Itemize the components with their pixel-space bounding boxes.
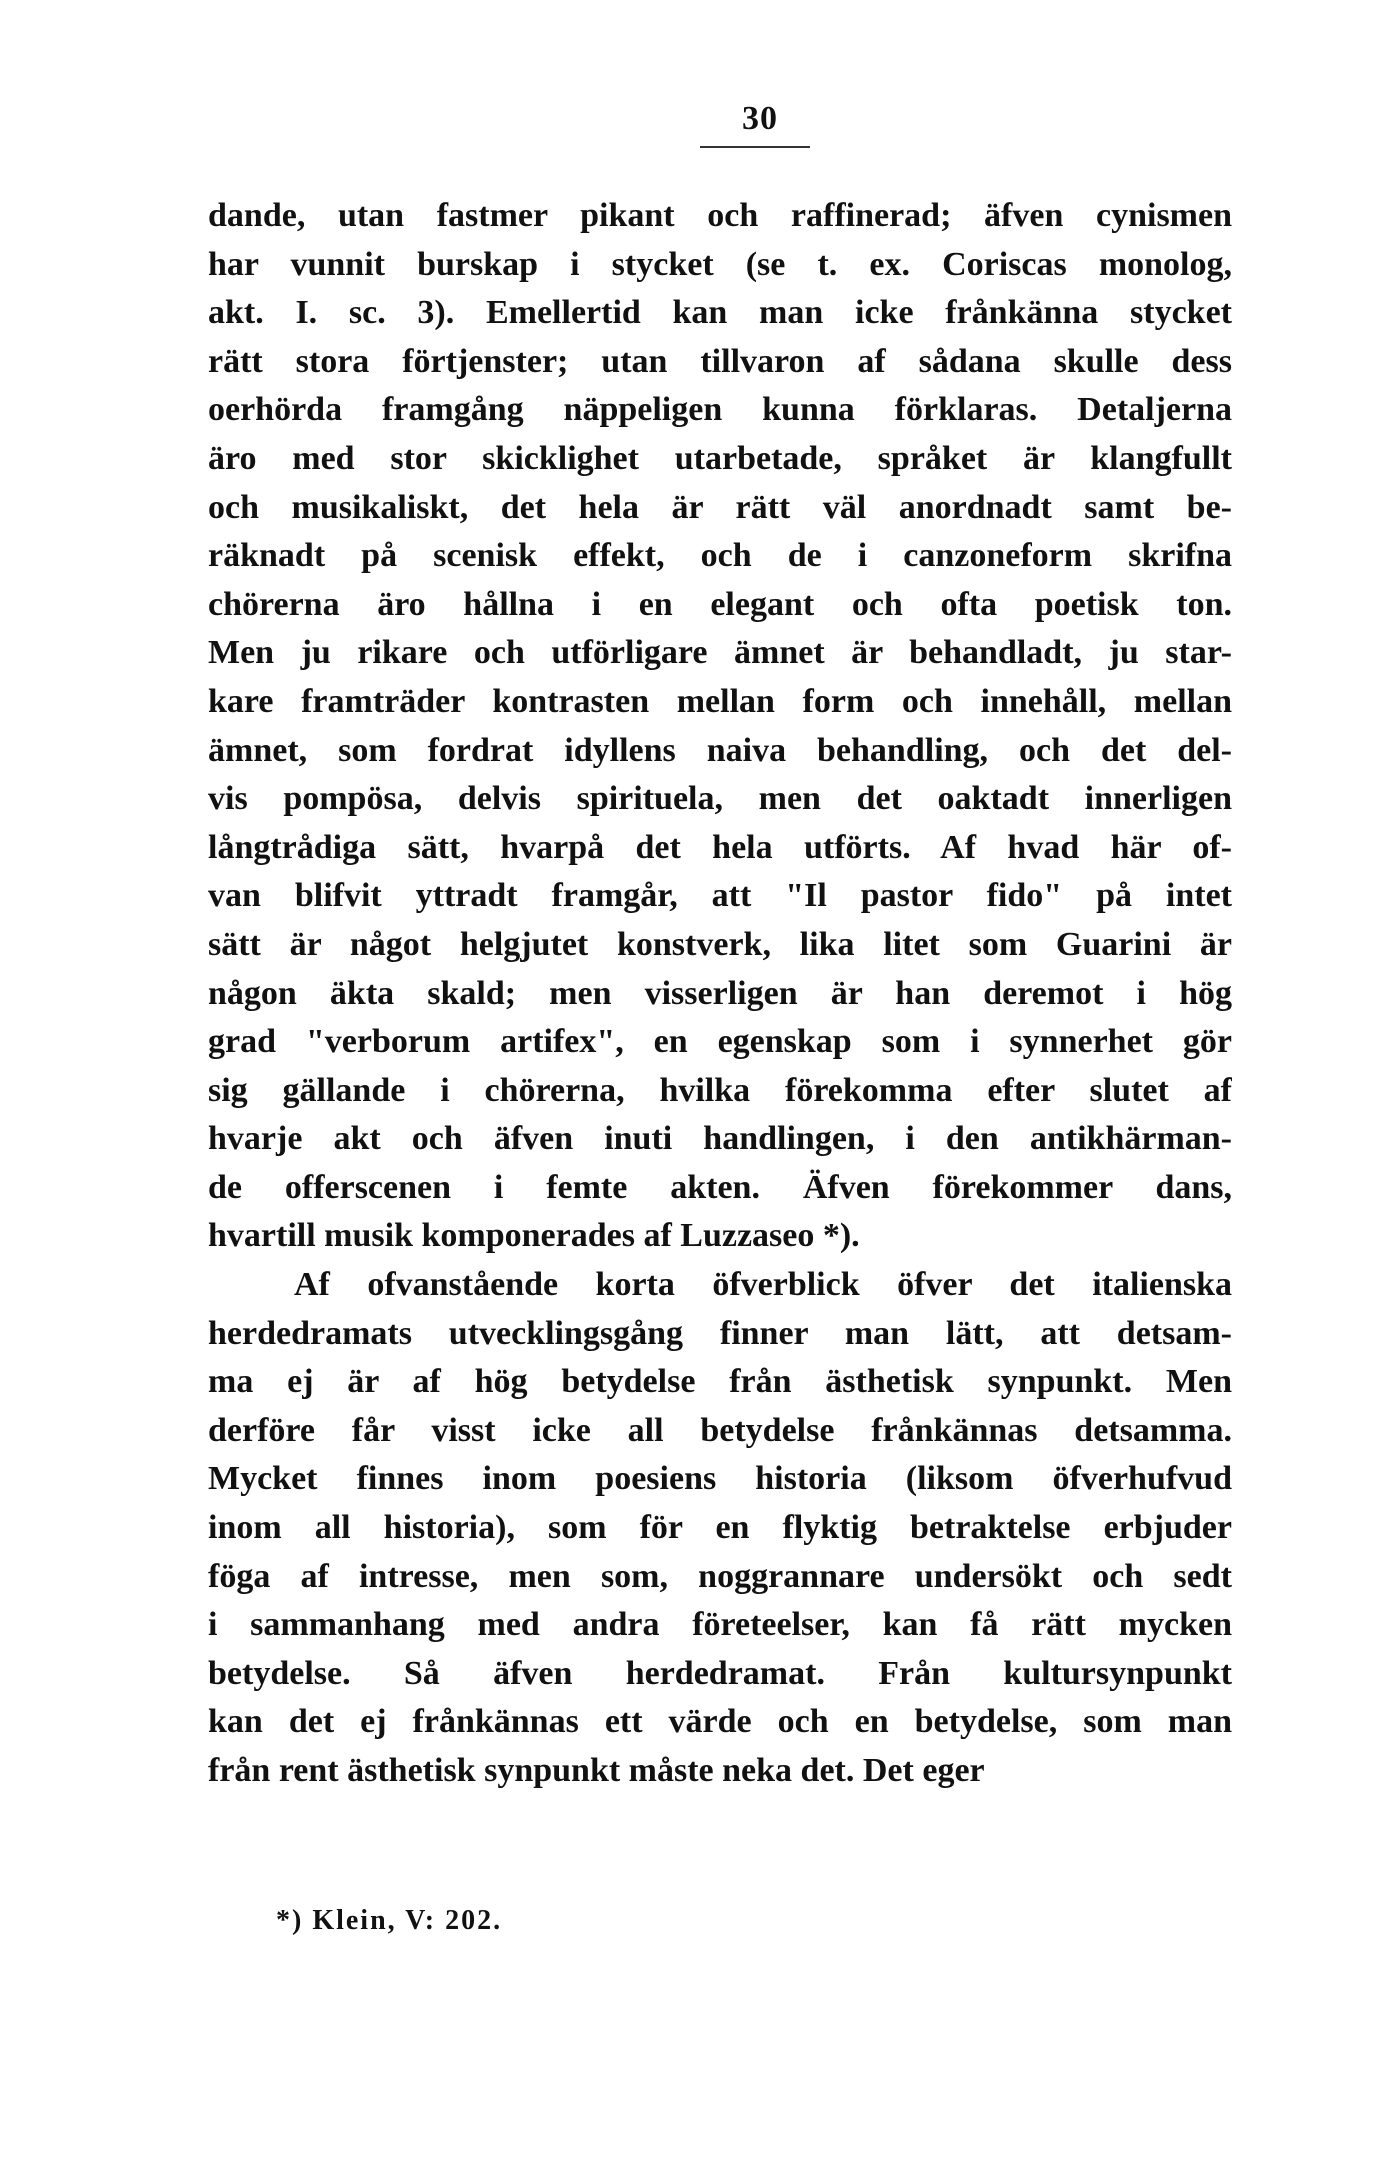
text-line: från rent ästhetisk synpunkt måste neka det. Det eger [208, 1752, 985, 1789]
text-line: sig gällande i chörerna, hvilka förekomma efter slutet af [208, 1071, 1232, 1109]
text-line: någon äkta skald; men visserligen är han deremot i hög [208, 974, 1232, 1012]
text-line: de offerscenen i femte akten. Äfven förekommer dans, [208, 1168, 1232, 1206]
text-line: har vunnit burskap i stycket (se t. ex. Coriscas monolog, [208, 245, 1232, 283]
text-line: oerhörda framgång näppeligen kunna förklaras. Detaljerna [208, 391, 1232, 429]
text-line: Men ju rikare och utförligare ämnet är behandladt, ju star- [208, 634, 1232, 672]
body-text [208, 192, 1232, 1796]
text-line: hvarje akt och äfven inuti handlingen, i den antikhärman- [208, 1120, 1232, 1158]
text-line: sätt är något helgjutet konstverk, lika litet som Guarini är [208, 925, 1232, 963]
text-line: och musikaliskt, det hela är rätt väl anordnadt samt be- [208, 488, 1232, 526]
text-line: äro med stor skicklighet utarbetade, språket är klangfullt [208, 439, 1232, 477]
text-line: chörerna äro hållna i en elegant och ofta poetisk ton. [208, 585, 1232, 623]
paragraph [208, 1261, 1232, 1796]
footnote: *) Klein, V: 202. [276, 1905, 503, 1936]
text-line: i sammanhang med andra företeelser, kan få rätt mycken [208, 1606, 1232, 1644]
text-line: ma ej är af hög betydelse från ästhetisk synpunkt. Men [208, 1363, 1232, 1401]
text-line: långtrådiga sätt, hvarpå det hela utförts. Af hvad här of- [208, 828, 1232, 866]
text-line: föga af intresse, men som, noggrannare undersökt och sedt [208, 1557, 1232, 1595]
text-line: derföre får visst icke all betydelse frånkännas detsamma. [208, 1411, 1232, 1449]
text-line: betydelse. Så äfven herdedramat. Från kultursynpunkt [208, 1654, 1232, 1692]
text-line: kan det ej frånkännas ett värde och en betydelse, som man [208, 1703, 1232, 1741]
text-line: vis pompösa, delvis spirituela, men det oaktadt innerligen [208, 780, 1232, 818]
text-line: inom all historia), som för en flyktig betraktelse erbjuder [208, 1509, 1232, 1547]
paragraph [208, 192, 1232, 1261]
text-line: dande, utan fastmer pikant och raffinerad; äfven cynismen [208, 197, 1232, 234]
text-line: ämnet, som fordrat idyllens naiva behandling, och det del- [208, 731, 1232, 769]
text-line: herdedramats utvecklingsgång finner man lätt, att detsam- [208, 1314, 1232, 1352]
text-line: hvartill musik komponerades af Luzzaseo *). [208, 1217, 860, 1255]
text-line: grad "verborum artifex", en egenskap som i synnerhet gör [208, 1023, 1232, 1061]
text-line: kare framträder kontrasten mellan form och innehåll, mellan [208, 682, 1232, 720]
text-line: Mycket finnes inom poesiens historia (liksom öfverhufvud [208, 1460, 1232, 1498]
text-line: akt. I. sc. 3). Emellertid kan man icke frånkänna stycket [208, 294, 1232, 332]
page-number-rule [700, 146, 810, 148]
text-line: räknadt på scenisk effekt, och de i canzoneform skrifna [208, 537, 1232, 575]
text-line: rätt stora förtjenster; utan tillvaron af sådana skulle dess [208, 342, 1232, 380]
text-line: Af ofvanstående korta öfverblick öfver det italienska [294, 1266, 1232, 1304]
page-number: 30 [742, 100, 778, 137]
text-line: van blifvit yttradt framgår, att "Il pastor fido" på intet [208, 877, 1232, 915]
